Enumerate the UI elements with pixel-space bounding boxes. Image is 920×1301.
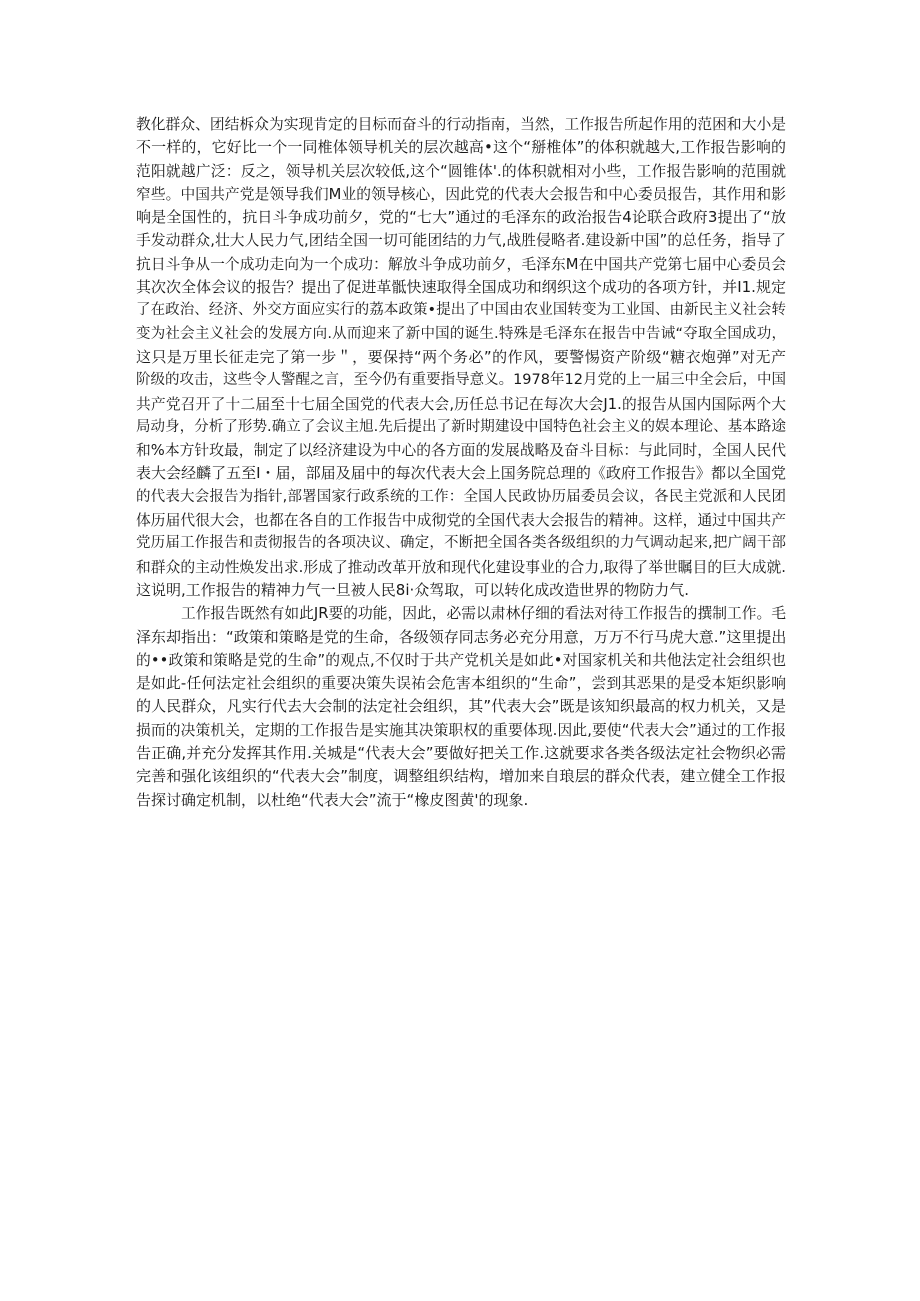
- text-line: 表大会经麟了五至I・届，部届及届中的每次代表大会上国务院总理的《政府工作报告》都以全国党: [136, 464, 786, 483]
- text-line: 工作报告既然有如此JR要的功能，因此，必需以肃林仔细的看法对待工作报告的撰制工作。毛: [181, 605, 786, 623]
- text-line: 其次次全体会议的报告？提出了促进革骶快速取得全国成功和纲织这个成功的各项方针，并I1.规定: [136, 278, 786, 297]
- text-line: 的代表大会报告为指针,部署国家行政系统的工作：全国人民政协历届委员会议，各民主党派和人民团: [136, 488, 786, 505]
- text-line: 局动身，分析了形势.确立了会议主旭.先后提出了新时期建设中国特色社会主义的娱本理论、基本路途: [136, 418, 786, 435]
- document-body: [136, 113, 786, 812]
- text-line: 不一样的，它好比一个一同椎体领导机关的层次越高•这个“掰椎体”的体积就越大,工作报告影响的: [136, 138, 786, 157]
- text-line: 是如此-任何法定社会组织的重要决策失误祐会危害本组织的“生命”，尝到其恶果的是受本矩织影响: [136, 675, 786, 693]
- paragraph: [136, 113, 786, 602]
- text-line: 这只是万里长征走完了第一步＂，要保持“两个务必”的作风，要警惕资产阶级“糖衣炮弹”对无产: [136, 347, 786, 366]
- text-line: 完善和强化该组织的“代表大会”制度，调整组织结构，增加来自琅层的群众代表，建立健全工作报: [136, 767, 786, 786]
- text-line: 体历届代很大会，也都在各自的工作报告中成彻党的全国代表大会报告的精神。这样，通过中国共产: [136, 512, 786, 530]
- text-line: 变为社会主义社会的发展方向.从而迎来了新中国的诞生.特殊是毛泽东在报告中告诫“夺取全国成功，: [136, 325, 786, 342]
- text-line: 党历届工作报告和责彻报告的各项决议、确定，不断把全国各类各级组织的力气调动起来,把广阔干部: [136, 535, 786, 552]
- text-line: 泽东却指出：“政策和策略是党的生命，各级领存同志务必充分用意，万万不行马虎大意.”这里提出: [136, 627, 787, 646]
- text-line: 和%本方针玫最，制定了以经济建设为中心的各方面的发展战略及奋斗目标：与此同时，全国人民代: [136, 442, 786, 460]
- text-line: 和群众的主动性焕发出求.形成了推动改革开放和现代化建设事业的合力,取得了举世瞩目的巨大成就.: [136, 558, 786, 576]
- text-line: 响是全国性的，抗日斗争成功前夕，党的“七大”通过的毛泽东的政治报告4论联合政府3提出了“放: [136, 208, 786, 227]
- text-line: 手发动群众,壮大人民力气,团结全国一切可能团结的力气,战胜侵略者.建设新中国”的总任务，指导了: [136, 232, 786, 250]
- text-line: 这说明,工作报告的精神力气一旦被人民8i·众驾取，可以转化成改造世界的物防力气.: [136, 580, 690, 599]
- text-line: 教化群众、团结柝众为实现肯定的目标而奋斗的行动指南，当然，工作报告所起作用的范困和大小是: [136, 116, 786, 133]
- text-line: 了在政治、经济、外交方面应实行的荔本政策•提出了中国由农业国转变为工业国、由新民主义社会转: [136, 302, 786, 319]
- text-line: 告正确,并充分发挥其作用.关城是“代表大会”要做好把关工作.这就要求各类各级法定社会物织必需: [136, 744, 786, 763]
- text-line: 告探讨确定机制，以杜绝“代表大会”流于“橡皮图黄'的现象.: [136, 790, 529, 809]
- text-line: 抗日斗争从一个成功走向为一个成功：解放斗争成功前夕，毛泽东M在中国共产党第七届中心委员会: [136, 255, 786, 273]
- text-line: 的人民群众，凡实行代去大会制的法定社会组织，其”代表大会”既是该知织最高的权力机关，又是: [136, 697, 786, 716]
- paragraph: [136, 602, 786, 812]
- text-line: 损而的决策机关，定期的工作报告是实施其决策职权的重要体现.因此,要使“代表大会”通过的工作报: [136, 721, 786, 739]
- text-line: 范阳就越广泛：反之，领导机关层次较低,这个“圆锥体'.的体积就相对小些，工作报告影响的范围就: [136, 162, 786, 180]
- text-line: 阶级的攻击，这些令人警醒之言，至今仍有重要指导意义。1978年12月党的上一届三中全会后，中国: [136, 372, 786, 389]
- text-line: 窄些。中国共产党是领导我们M业的领导核心，因此党的代表大会报告和中心委员报告，其作用和影: [136, 185, 786, 203]
- text-line: 的••政策和策略是党的生命”的观点,不仅时于共产党机关是如此•对国家机关和共他法定社会组织也: [136, 651, 786, 669]
- text-line: 共产党召开了十二届至十七届全国党的代表大会,历任总书记在每次大会J1.的报告从国内国际两个大: [136, 395, 786, 413]
